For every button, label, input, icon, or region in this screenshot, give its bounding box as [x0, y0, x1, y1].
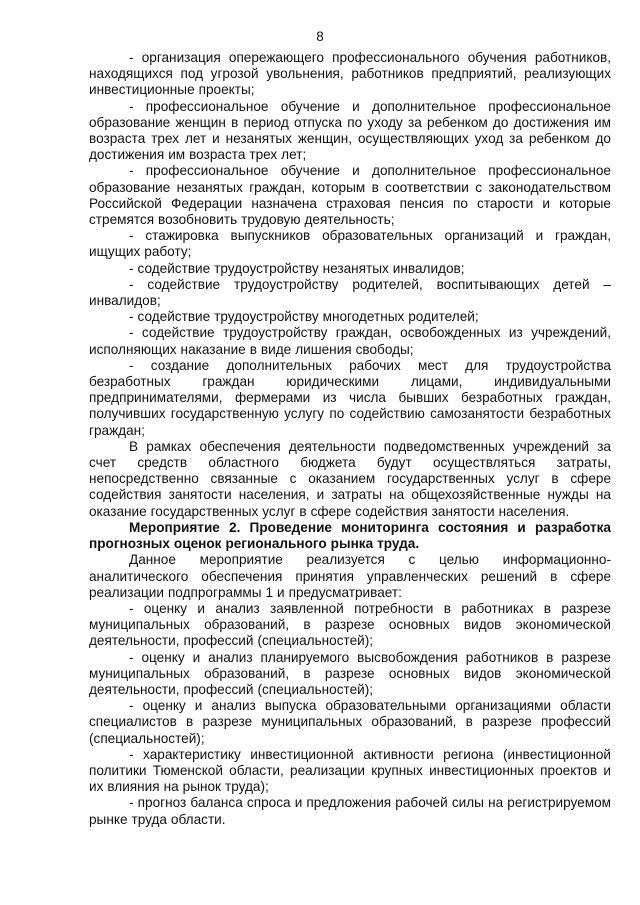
paragraph-bullet-advance-training: - организация опережающего профессионального обучения работников, находящихся под угрозой увольнения, работников предприятий, реализующих инвестиционные проекты;	[89, 50, 611, 98]
paragraph-subordinate-institutions: В рамках обеспечения деятельности подведомственных учреждений за счет средств областного бюджета будут осуществляться затраты, непосредственно связанные с оказанием государственных услуг в сфере содействия занятости населения, и затраты на общехозяйственные нужды на оказание государственных услуг в сфере содействия занятости населения.	[89, 438, 611, 519]
paragraph-bullet-investment-activity: - характеристику инвестиционной активности региона (инвестиционной политики Тюменской области, реализации крупных инвестиционных проектов и их влияния на рынок труда);	[89, 746, 611, 795]
paragraph-bullet-layoff-analysis: - оценку и анализ планируемого высвобождения работников в разрезе муниципальных образований, в разрезе основных видов экономической деятельности, профессий (специальностей);	[89, 649, 611, 697]
paragraph-bullet-additional-jobs: - создание дополнительных рабочих мест для трудоустройства безработных граждан юридическими лицами, индивидуальными предпринимателями, фермерами из числа бывших безработных граждан, получивших государственную услугу по содействию самозанятости безработных граждан;	[89, 357, 611, 438]
paragraph-bullet-pensioners-training: - профессиональное обучение и дополнительное профессиональное образование незанятых граждан, которым в соответствии с законодательством Российской Федерации назначена страховая пенсия по старости и которые стремятся возобновить трудовую деятельность;	[89, 163, 611, 228]
section-heading-measure-2: Мероприятие 2. Проведение мониторинга состояния и разработка прогнозных оценок регионального рынка труда.	[89, 519, 611, 552]
paragraph-bullet-labour-balance: - прогноз баланса спроса и предложения рабочей силы на регистрируемом рынке труда области.	[89, 795, 611, 827]
paragraph-bullet-large-families: - содействие трудоустройству многодетных родителей;	[129, 309, 479, 325]
paragraph-bullet-released-citizens: - содействие трудоустройству граждан, освобожденных из учреждений, исполняющих наказание в виде лишения свободы;	[89, 325, 611, 357]
paragraph-bullet-disabled-employment: - содействие трудоустройству незанятых инвалидов;	[129, 260, 465, 276]
page-number: 8	[316, 29, 324, 44]
paragraph-bullet-parents-employment: - содействие трудоустройству родителей, воспитывающих детей – инвалидов;	[89, 276, 611, 309]
paragraph-bullet-internship: - стажировка выпускников образовательных организаций и граждан, ищущих работу;	[89, 228, 611, 260]
document-body	[89, 50, 611, 828]
paragraph-bullet-graduates-analysis: - оценку и анализ выпуска образовательными организациями области специалистов в разрезе муниципальных образований, в разрезе профессий (специальностей);	[89, 698, 611, 746]
paragraph-measure-intro: Данное мероприятие реализуется с целью информационно-аналитического обеспечения принятия управленческих решений в сфере реализации подпрограммы 1 и предусматривает:	[89, 552, 611, 600]
paragraph-bullet-demand-analysis: - оценку и анализ заявленной потребности в работниках в разрезе муниципальных образований, в разрезе основных видов экономической деятельности, профессий (специальностей);	[89, 600, 611, 649]
paragraph-bullet-women-training: - профессиональное обучение и дополнительное профессиональное образование женщин в период отпуска по уходу за ребенком до достижения им возраста трех лет и незанятых женщин, осуществляющих уход за ребенком до достижения им возраста трех лет;	[89, 98, 611, 163]
